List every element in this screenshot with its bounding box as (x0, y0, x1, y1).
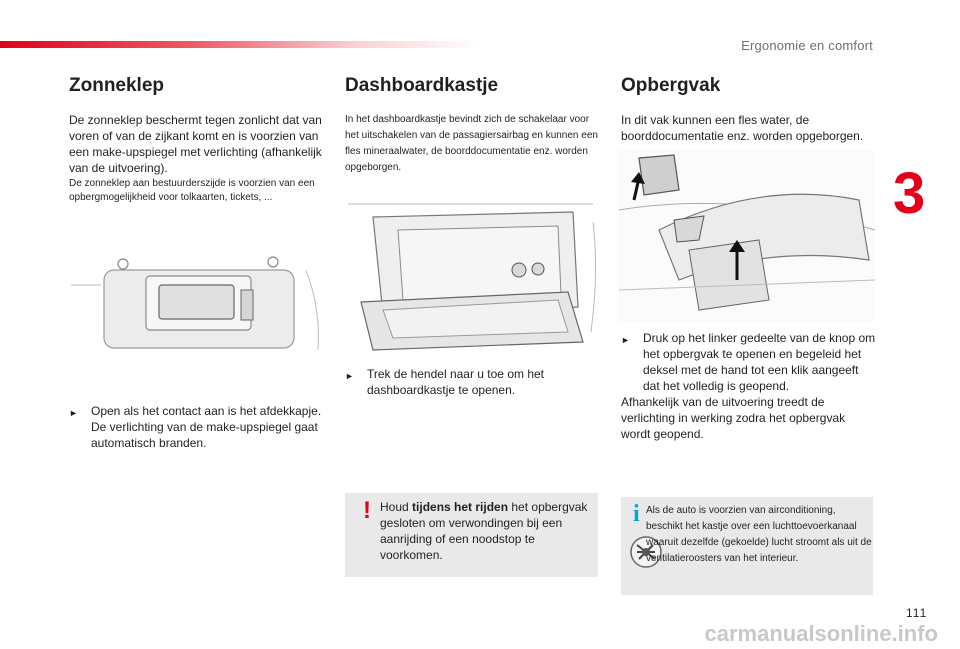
storage-lighting-note: Afhankelijk van de uitvoering treedt de verlichting in werking zodra het opbergvak wordt geopend. (621, 395, 846, 441)
storage-bullet (621, 330, 877, 394)
bullet-arrow-icon: ► (621, 335, 630, 345)
section-title-sun-visor: Zonneklep (69, 75, 165, 96)
glovebox-bullet (345, 366, 601, 398)
chapter-number: 3 (893, 161, 926, 226)
glovebox-intro: In het dashboardkastje bevindt zich de schakelaar voor het uitschakelen van de passagiersairbag en kunnen een fles mineraalwater, de boorddocumentatie enz. worden opgeborgen. (345, 114, 598, 173)
warning-box (345, 493, 598, 577)
warning-icon: ! (363, 497, 371, 524)
header-accent-bar (0, 41, 480, 48)
chapter-title: Ergonomie en comfort (741, 38, 873, 53)
page-number: 111 (906, 606, 928, 620)
sun-visor-bullet (69, 403, 331, 451)
storage-intro: In dit vak kunnen een fles water, de boorddocumentatie enz. worden opgeborgen. (621, 113, 864, 143)
sun-visor-illustration (66, 250, 326, 360)
storage-bullet-text: Druk op het linker gedeelte van de knop om het opbergvak te openen en begeleid het deksel met de hand tot een klik aangeeft dat het volledig is geopend. (643, 331, 876, 393)
storage-compartment-illustration (619, 150, 875, 322)
info-text: Als de auto is voorzien van airconditioning, beschikt het kastje over een luchttoevoerkanaal waaruit dezelfde (gekoelde) lucht stroomt als uit de ventilatieroosters van het interieur. (646, 505, 872, 564)
bullet-arrow-icon: ► (345, 371, 354, 381)
sun-visor-driver-note: De zonneklep aan bestuurderszijde is voorzien van een opbergmogelijkheid voor tolkaarten, tickets, ... (69, 178, 315, 203)
section-title-glovebox: Dashboardkastje (345, 75, 499, 96)
watermark: carmanualsonline.info (704, 621, 938, 646)
bullet-arrow-icon: ► (69, 408, 78, 418)
sun-visor-intro: De zonneklep beschermt tegen zonlicht dat van voren of van de zijkant komt en is voorzien van een make-upspiegel met verlichting (afhankelijk van de uitvoering). (69, 113, 322, 175)
sun-visor-bullet-text: Open als het contact aan is het afdekkapje. De verlichting van de make-upspiegel gaat automatisch branden. (91, 404, 322, 450)
info-box (621, 497, 873, 595)
glovebox-bullet-text: Trek de hendel naar u toe om het dashboardkastje te openen. (367, 367, 544, 397)
warning-text: Houd tijdens het rijden het opbergvak gesloten om verwondingen bij een aanrijding of een noodstop te voorkomen. (380, 500, 588, 562)
info-icon: i (633, 501, 640, 527)
glovebox-illustration (343, 192, 599, 357)
section-title-storage: Opbergvak (621, 75, 721, 96)
